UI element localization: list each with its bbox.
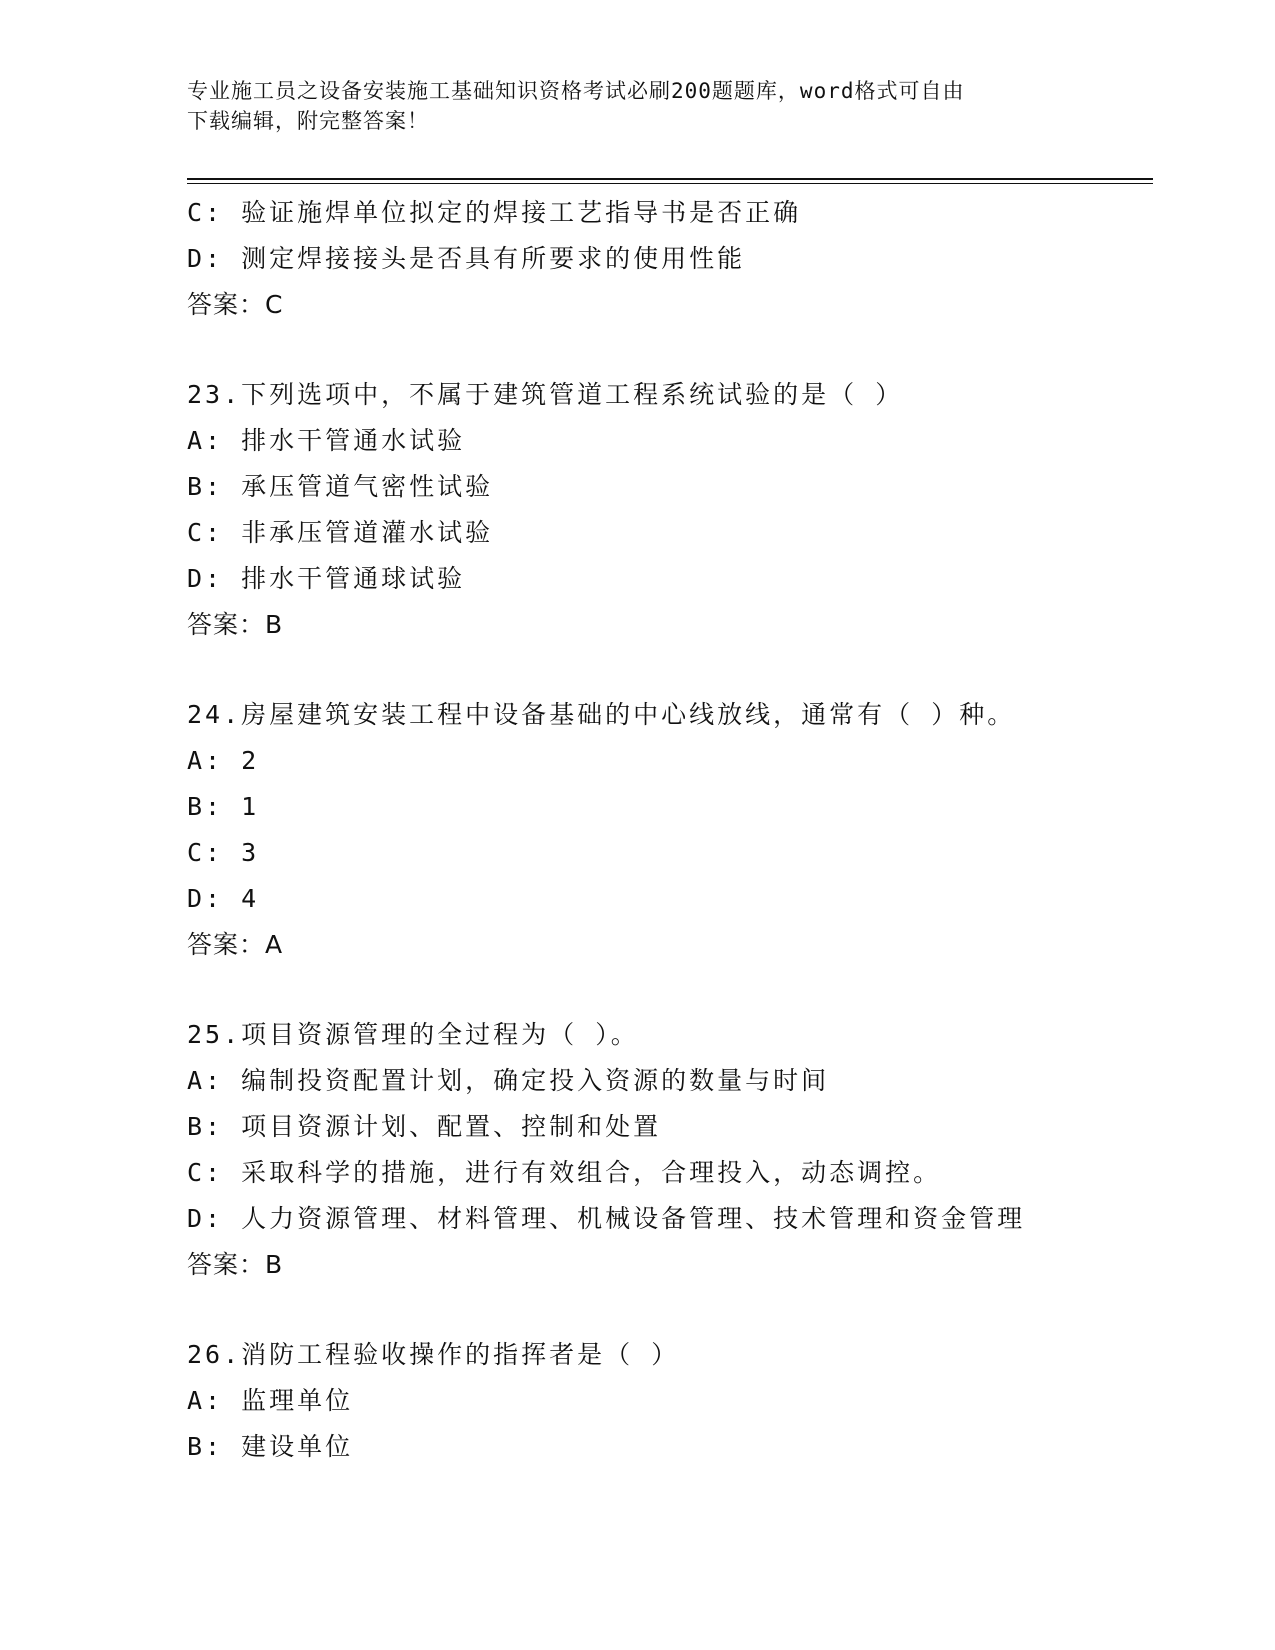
answer-line: 答案：A [187, 930, 284, 959]
question-gap [187, 328, 1147, 372]
header-rule-thick [187, 178, 1153, 180]
question-26 [187, 1332, 1147, 1470]
option-a: A: 编制投资配置计划，确定投入资源的数量与时间 [187, 1066, 830, 1095]
option-d: D: 人力资源管理、材料管理、机械设备管理、技术管理和资金管理 [187, 1204, 1026, 1233]
option-b: B: 承压管道气密性试验 [187, 472, 494, 501]
question-gap [187, 968, 1147, 1012]
option-d: D: 测定焊接接头是否具有所要求的使用性能 [187, 244, 746, 273]
answer-line: 答案：C [187, 290, 284, 319]
option-d: D: 排水干管通球试验 [187, 564, 466, 593]
question-stem: 23.下列选项中，不属于建筑管道工程系统试验的是（ ） [187, 380, 904, 409]
option-c: C: 验证施焊单位拟定的焊接工艺指导书是否正确 [187, 198, 802, 227]
question-23 [187, 372, 1147, 648]
option-c: C: 3 [187, 838, 260, 867]
document-header [187, 76, 1067, 136]
option-b: B: 项目资源计划、配置、控制和处置 [187, 1112, 662, 1141]
question-stem: 24.房屋建筑安装工程中设备基础的中心线放线，通常有（ ）种。 [187, 700, 1016, 729]
question-gap [187, 1288, 1147, 1332]
header-line-2: 下载编辑，附完整答案！ [187, 109, 429, 133]
question-list [187, 190, 1147, 1470]
question-stem: 25.项目资源管理的全过程为（ ）。 [187, 1020, 639, 1049]
header-rule-thin [187, 183, 1153, 184]
option-c: C: 非承压管道灌水试验 [187, 518, 494, 547]
header-line-1: 专业施工员之设备安装施工基础知识资格考试必刷200题题库，word格式可自由 [187, 79, 965, 103]
question-gap [187, 648, 1147, 692]
answer-line: 答案：B [187, 1250, 284, 1279]
option-a: A: 排水干管通水试验 [187, 426, 466, 455]
option-b: B: 1 [187, 792, 260, 821]
question-22-tail [187, 190, 1147, 328]
option-d: D: 4 [187, 884, 260, 913]
answer-line: 答案：B [187, 610, 284, 639]
question-24 [187, 692, 1147, 968]
question-25 [187, 1012, 1147, 1288]
option-a: A: 监理单位 [187, 1386, 354, 1415]
option-c: C: 采取科学的措施，进行有效组合，合理投入，动态调控。 [187, 1158, 942, 1187]
option-a: A: 2 [187, 746, 260, 775]
question-stem: 26.消防工程验收操作的指挥者是（ ） [187, 1340, 680, 1369]
option-b: B: 建设单位 [187, 1432, 354, 1461]
